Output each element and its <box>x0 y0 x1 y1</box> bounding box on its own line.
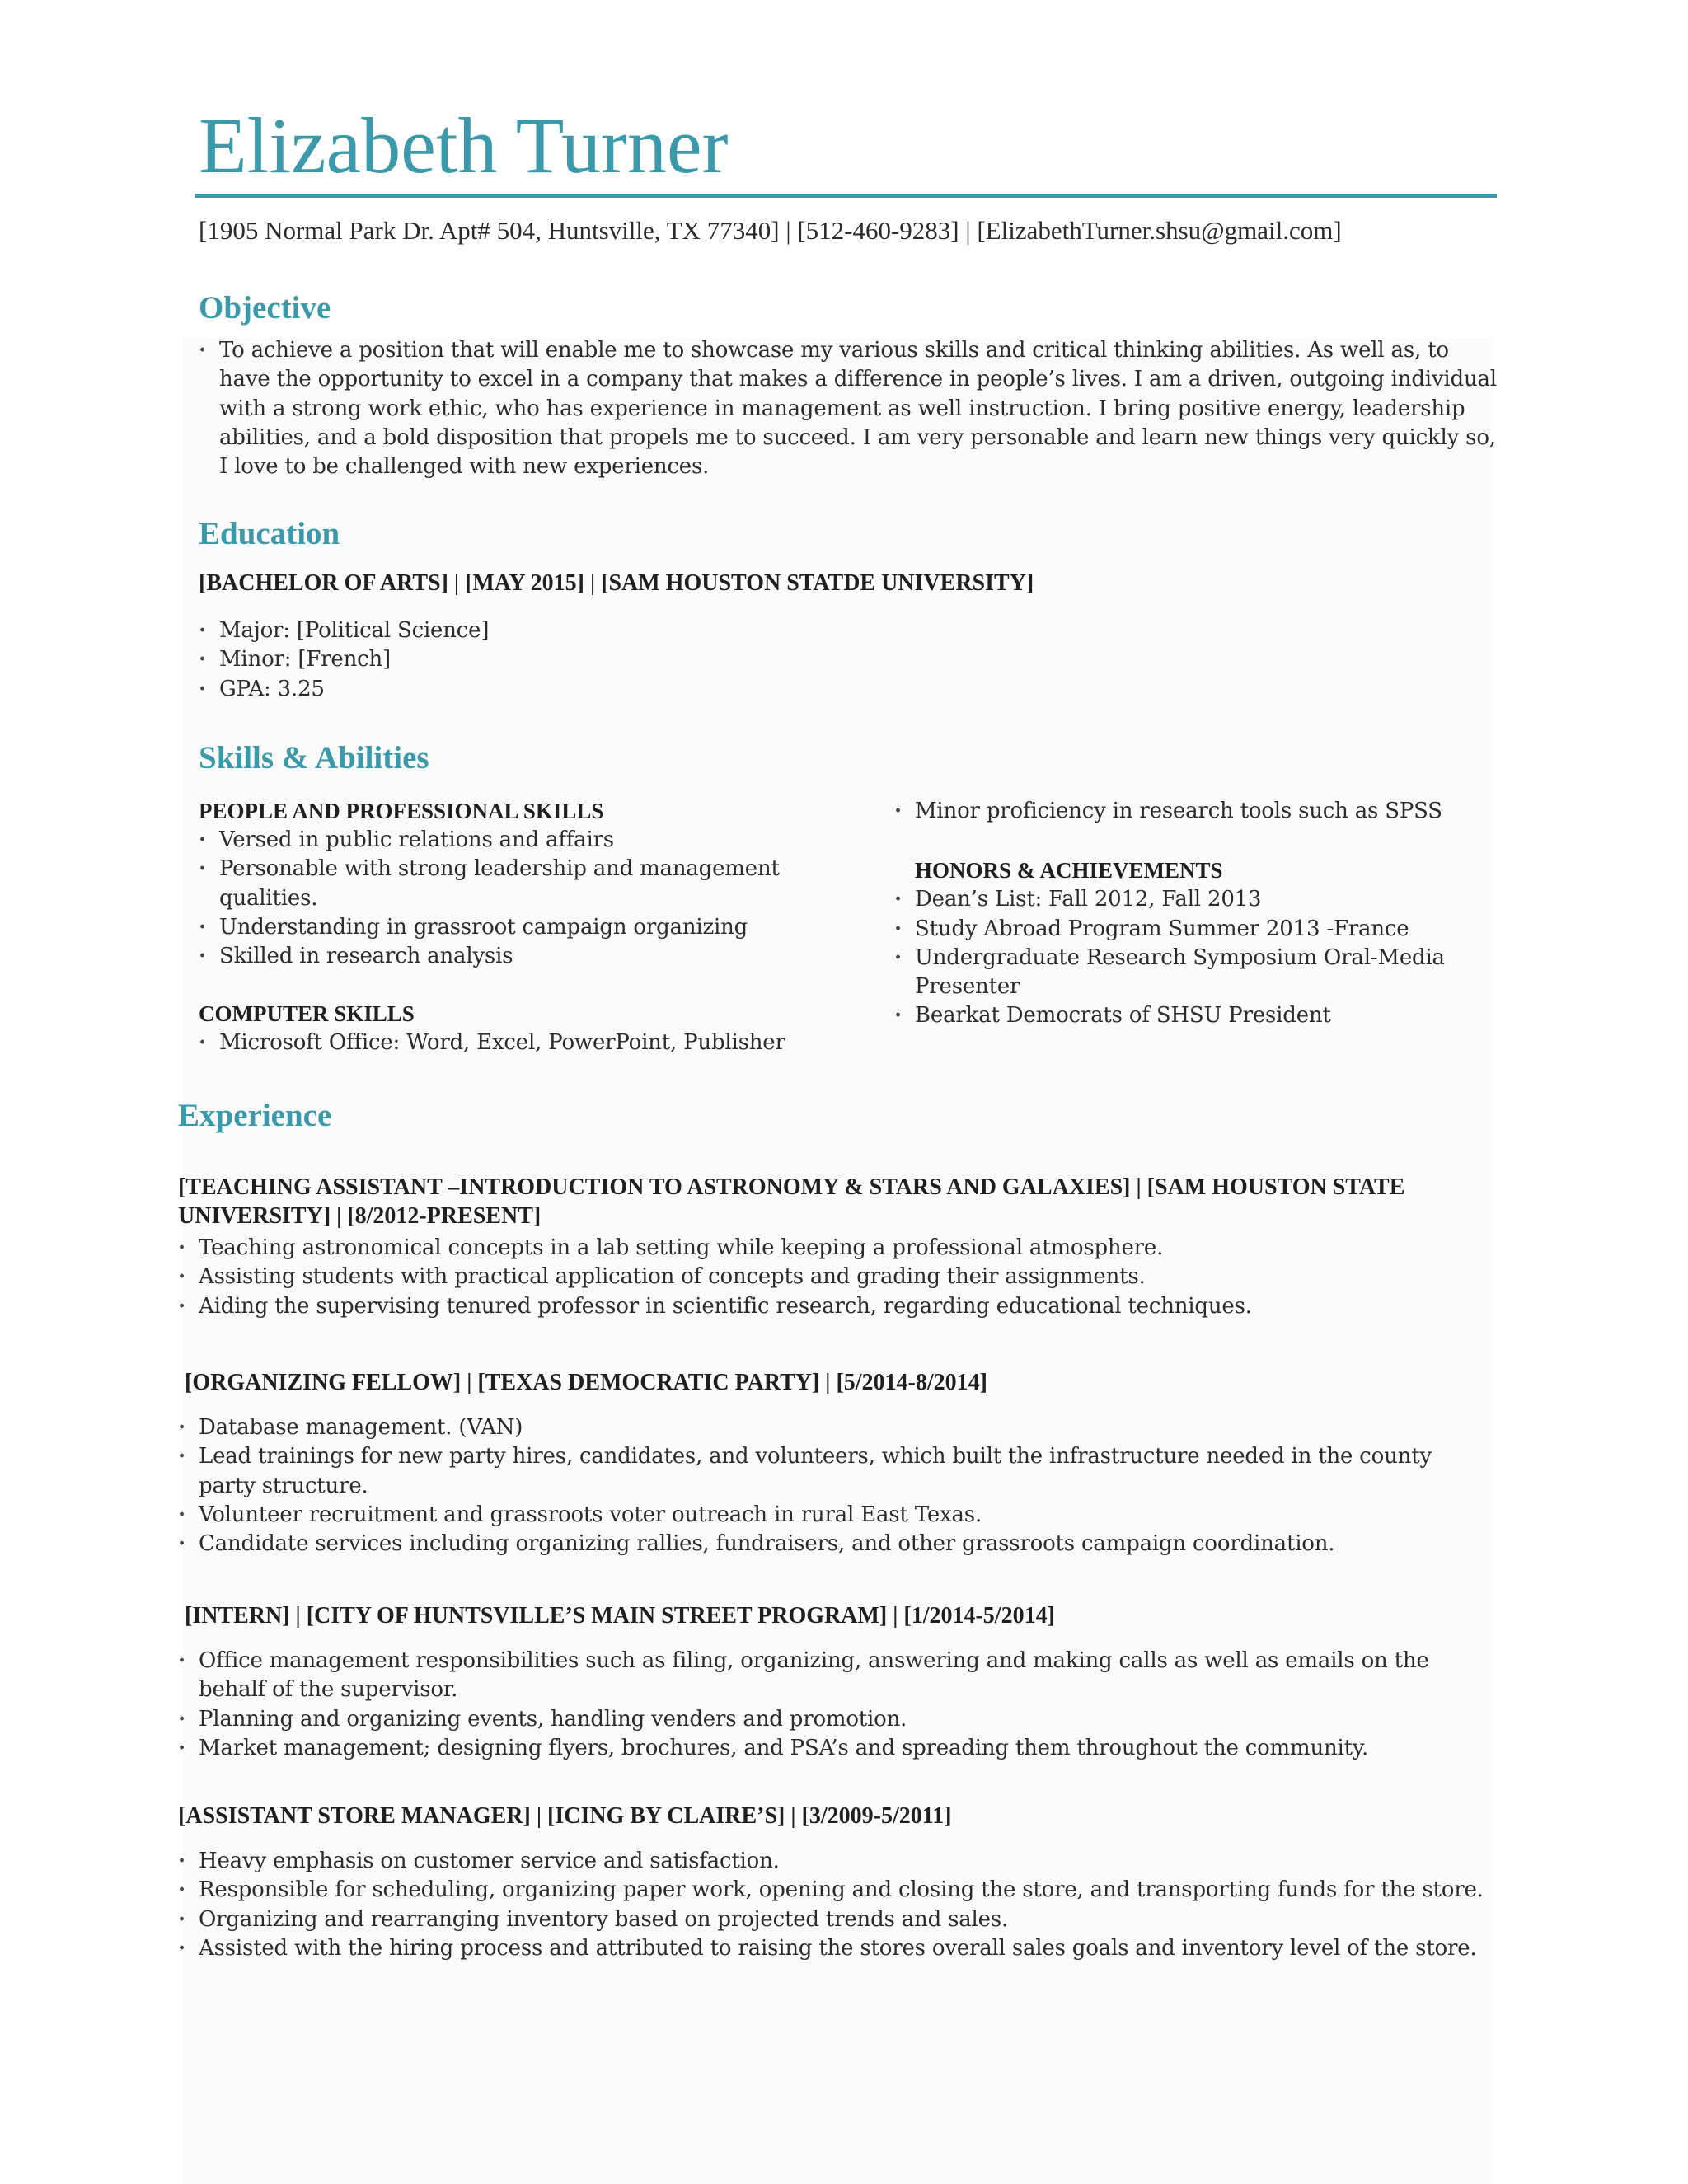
objective-list <box>199 336 1501 481</box>
honors-list <box>894 885 1488 1030</box>
computer-skills-list <box>199 1029 825 1057</box>
job-title: [INTERN] | [CITY OF HUNTSVILLE’S MAIN STREET PROGRAM] | [1/2014-5/2014] <box>185 1603 1055 1629</box>
skills-left-column <box>199 797 825 1058</box>
list-item: · Aiding the supervising tenured professor in scientific research, regarding educational techniques. <box>178 1292 1497 1321</box>
people-skills-list <box>199 826 825 971</box>
list-item: · GPA: 3.25 <box>199 675 940 704</box>
job-entry <box>178 1368 1497 1558</box>
objective-heading: Objective <box>199 290 331 326</box>
list-item: · Assisted with the hiring process and attributed to raising the stores overall sales goals and inventory level of the store. <box>178 1934 1497 1963</box>
list-item: · Planning and organizing events, handling venders and promotion. <box>178 1705 1497 1734</box>
people-skills-heading: PEOPLE AND PROFESSIONAL SKILLS <box>199 799 604 823</box>
list-item: · Volunteer recruitment and grassroots voter outreach in rural East Texas. <box>178 1501 1480 1530</box>
list-item: · Study Abroad Program Summer 2013 -France <box>894 915 1488 944</box>
job-entry <box>178 1601 1497 1763</box>
skills-heading: Skills & Abilities <box>199 740 429 776</box>
degree-line: [BACHELOR OF ARTS] | [MAY 2015] | [SAM HOUSTON STATDE UNIVERSITY] <box>199 570 1034 596</box>
job-entry <box>178 1173 1497 1321</box>
job-duties-list <box>178 1234 1497 1321</box>
job-title: [ASSISTANT STORE MANAGER] | [ICING BY CLAIRE’S] | [3/2009-5/2011] <box>178 1803 952 1829</box>
job-duties-list <box>178 1847 1497 1963</box>
candidate-name: Elizabeth Turner <box>199 101 729 190</box>
list-item: · Lead trainings for new party hires, candidates, and volunteers, which built the infrastructure needed in the county party structure. <box>178 1442 1480 1501</box>
job-duties-list <box>178 1413 1480 1558</box>
job-entry <box>178 1802 1497 1963</box>
education-list <box>199 616 940 704</box>
list-item: · Minor proficiency in research tools such as SPSS <box>894 797 1488 826</box>
list-item: · Office management responsibilities such as filing, organizing, answering and making calls as well as emails on the behalf of the supervisor. <box>178 1647 1497 1705</box>
list-item: · Undergraduate Research Symposium Oral-Media Presenter <box>894 944 1488 1002</box>
list-item: · Versed in public relations and affairs <box>199 826 825 855</box>
computer-skills-list-continued <box>894 797 1488 826</box>
list-item: · Skilled in research analysis <box>199 942 825 971</box>
job-duties-list <box>178 1647 1497 1763</box>
job-title: [ORGANIZING FELLOW] | [TEXAS DEMOCRATIC PARTY] | [5/2014-8/2014] <box>185 1370 987 1395</box>
list-item: · Candidate services including organizing rallies, fundraisers, and other grassroots campaign coordination. <box>178 1530 1480 1558</box>
list-item: · Minor: [French] <box>199 645 940 674</box>
list-item: · Assisting students with practical application of concepts and grading their assignments. <box>178 1263 1497 1291</box>
list-item: · Heavy emphasis on customer service and satisfaction. <box>178 1847 1497 1876</box>
list-item: · Responsible for scheduling, organizing paper work, opening and closing the store, and transporting funds for the store. <box>178 1876 1497 1905</box>
list-item: · Personable with strong leadership and management qualities. <box>199 855 825 913</box>
list-item: · Teaching astronomical concepts in a lab setting while keeping a professional atmosphere. <box>178 1234 1497 1263</box>
education-heading: Education <box>199 516 340 551</box>
contact-info: [1905 Normal Park Dr. Apt# 504, Huntsville, TX 77340] | [512-460-9283] | [ElizabethTurner.shsu@gmail.com] <box>199 216 1342 245</box>
computer-skills-heading: COMPUTER SKILLS <box>199 1001 415 1027</box>
list-item: · Market management; designing flyers, brochures, and PSA’s and spreading them throughout the community. <box>178 1734 1497 1763</box>
experience-heading: Experience <box>178 1098 332 1133</box>
skills-right-column <box>894 797 1488 1031</box>
objective-text: · To achieve a position that will enable me to showcase my various skills and critical thinking abilities. As well as, to have the opportunity to excel in a company that makes a difference in people’s lives. I am a driven, outgoing individual with a strong work ethic, who has experience in management as well instruction. I bring positive energy, leadership abilities, and a bold disposition that propels me to succeed. I am very personable and learn new things very quickly so, I love to be challenged with new experiences. <box>199 336 1501 481</box>
list-item: · Understanding in grassroot campaign organizing <box>199 913 825 942</box>
list-item: · Organizing and rearranging inventory based on projected trends and sales. <box>178 1905 1497 1934</box>
list-item: · Bearkat Democrats of SHSU President <box>894 1001 1488 1030</box>
list-item: · Microsoft Office: Word, Excel, PowerPoint, Publisher <box>199 1029 825 1057</box>
honors-heading: HONORS & ACHIEVEMENTS <box>915 858 1223 883</box>
list-item: · Major: [Political Science] <box>199 616 940 645</box>
list-item: · Database management. (VAN) <box>178 1413 1480 1442</box>
list-item: · Dean’s List: Fall 2012, Fall 2013 <box>894 885 1488 914</box>
job-title: [TEACHING ASSISTANT –INTRODUCTION TO ASTRONOMY & STARS AND GALAXIES] | [SAM HOUSTON STATE UNIVERSITY] | [8/2012-PRESENT] <box>178 1174 1405 1229</box>
header-divider <box>195 194 1497 198</box>
